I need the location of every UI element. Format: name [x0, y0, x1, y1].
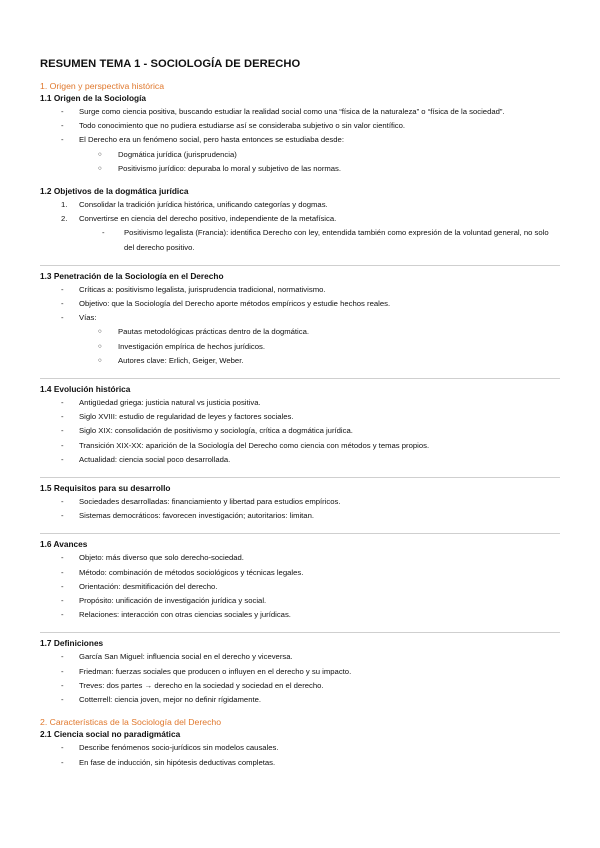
list-item: - Siglo XIX: consolidación de positivismo y sociología, crítica a dogmática jurídica. — [61, 426, 353, 436]
list-subitem: ○ Investigación empírica de hechos jurídicos. — [98, 341, 265, 351]
list-item: 2. Convertirse en ciencia del derecho positivo, independiente de la metafísica. — [61, 214, 337, 224]
list-item: 1. Consolidar la tradición jurídica histórica, unificando categorías y dogmas. — [61, 200, 328, 210]
list-item: - Objeto: más diverso que solo derecho-sociedad. — [61, 553, 244, 563]
list-item: - Transición XIX-XX: aparición de la Sociología del Derecho como ciencia con métodos y temas propios. — [61, 440, 430, 450]
list-item: - Objetivo: que la Sociología del Derecho aporte métodos empíricos y estudie hechos reales. — [61, 299, 391, 309]
subsection-1-7-heading: 1.7 Definiciones — [40, 638, 104, 649]
list-item: - Describe fenómenos socio-jurídicos sin modelos causales. — [61, 743, 279, 753]
list-subitem: ○ Positivismo jurídico: depuraba lo moral y subjetivo de las normas. — [98, 163, 342, 173]
subsection-1-4-heading: 1.4 Evolución histórica — [40, 384, 131, 395]
list-1-1 — [40, 105, 560, 176]
list-item: - Antigüedad griega: justicia natural vs justicia positiva. — [61, 398, 261, 408]
list-1-4 — [40, 396, 560, 467]
list-2-1 — [40, 741, 560, 769]
section-2-heading: 2. Características de la Sociología del Derecho — [40, 717, 222, 728]
list-subitem: ○ Dogmática jurídica (jurisprudencia) — [98, 149, 237, 159]
subsection-2-1-heading: 2.1 Ciencia social no paradigmática — [40, 729, 181, 740]
document-title: RESUMEN TEMA 1 - SOCIOLOGÍA DE DERECHO — [40, 58, 301, 70]
list-item: - Sociedades desarrolladas: financiamiento y libertad para estudios empíricos. — [61, 497, 341, 507]
list-item: - Actualidad: ciencia social poco desarrollada. — [61, 454, 231, 464]
list-1-3 — [40, 283, 560, 368]
list-item: - Orientación: desmitificación del derecho. — [61, 581, 218, 591]
subsection-1-5-heading: 1.5 Requisitos para su desarrollo — [40, 483, 171, 494]
list-subitem: ○ Pautas metodológicas prácticas dentro de la dogmática. — [98, 327, 310, 337]
list-item: - Cotterrell: ciencia joven, mejor no definir rígidamente. — [61, 695, 262, 705]
list-item: - Relaciones: interacción con otras ciencias sociales y jurídicas. — [61, 610, 291, 620]
list-1-6 — [40, 551, 560, 622]
list-item: - Siglo XVIII: estudio de regularidad de leyes y factores sociales. — [61, 412, 294, 422]
list-item: - Friedman: fuerzas sociales que producen o influyen en el derecho y su impacto. — [61, 666, 352, 676]
list-1-5 — [40, 495, 560, 523]
list-item: - Críticas a: positivismo legalista, jurisprudencia tradicional, normativismo. — [61, 284, 326, 294]
list-item: - Sistemas democráticos: favorecen investigación; autoritarios: limitan. — [61, 511, 314, 521]
list-item: - Surge como ciencia positiva, buscando estudiar la realidad social como una “física de la naturaleza” o “física de la sociedad”. — [61, 107, 505, 116]
list-subitem: - Positivismo legalista (Francia): identifica Derecho con ley, entendida también como expresión de la voluntad general, no solo del derecho positivo. — [102, 228, 549, 252]
subsection-1-1-heading: 1.1 Origen de la Sociología — [40, 93, 147, 103]
list-item: - Treves: dos partes → derecho en la sociedad y sociedad en el derecho. — [61, 680, 324, 690]
list-1-7 — [40, 650, 560, 707]
section-1-heading: 1. Origen y perspectiva histórica — [40, 81, 165, 91]
list-item: - Propósito: unificación de investigación jurídica y social. — [61, 596, 267, 606]
list-item: - García San Miguel: influencia social en el derecho y viceversa. — [61, 652, 293, 662]
subsection-1-6-heading: 1.6 Avances — [40, 539, 88, 550]
list-item: - Vías: — [61, 313, 97, 323]
list-item: - En fase de inducción, sin hipótesis deductivas completas. — [61, 757, 276, 767]
list-item: - Método: combinación de métodos sociológicos y técnicas legales. — [61, 567, 304, 577]
list-1-2 — [40, 198, 560, 255]
list-item: - El Derecho era un fenómeno social, pero hasta entonces se estudiaba desde: — [61, 135, 344, 145]
list-item: - Todo conocimiento que no pudiera estudiarse así se consideraba subjetivo o sin valor científico. — [61, 121, 406, 131]
subsection-1-2-heading: 1.2 Objetivos de la dogmática jurídica — [40, 186, 189, 197]
list-subitem: ○ Autores clave: Erlich, Geiger, Weber. — [98, 355, 244, 365]
subsection-1-3-heading: 1.3 Penetración de la Sociología en el Derecho — [40, 270, 224, 281]
